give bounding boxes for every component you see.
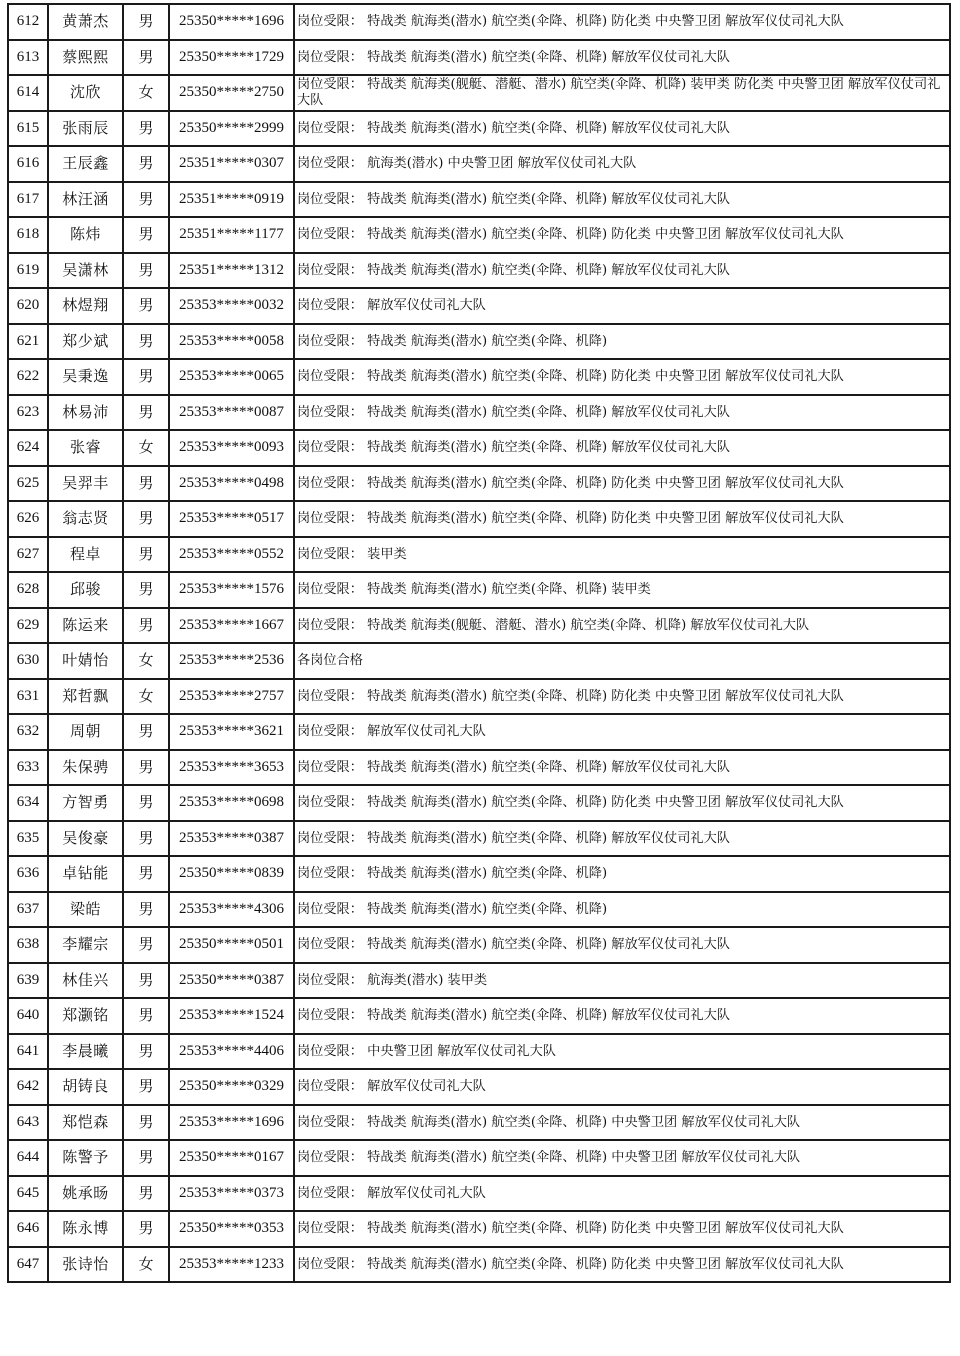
gender-cell: 男 (123, 785, 169, 821)
id-number-cell: 25350*****0839 (169, 856, 294, 892)
gender-cell: 男 (123, 4, 169, 40)
restriction-note-cell: 岗位受限： 特战类 航海类(潜水) 航空类(伞降、机降) 防化类 中央警卫团 解放军仪仗司礼大队 (294, 466, 950, 502)
name-cell: 朱保骋 (48, 750, 123, 786)
name-cell: 陈炜 (48, 217, 123, 253)
id-number-cell: 25353*****0087 (169, 395, 294, 431)
restriction-note-cell: 岗位受限： 解放军仪仗司礼大队 (294, 1176, 950, 1212)
id-number-cell: 25350*****0387 (169, 963, 294, 999)
gender-cell: 男 (123, 40, 169, 76)
row-number-cell: 644 (8, 1140, 48, 1176)
row-number-cell: 643 (8, 1105, 48, 1141)
row-number-cell: 641 (8, 1034, 48, 1070)
id-number-cell: 25350*****0353 (169, 1211, 294, 1247)
name-cell: 吴秉逸 (48, 359, 123, 395)
restriction-note-cell: 岗位受限： 特战类 航海类(潜水) 航空类(伞降、机降) 解放军仪仗司礼大队 (294, 750, 950, 786)
name-cell: 张诗怡 (48, 1247, 123, 1283)
id-number-cell: 25353*****0032 (169, 288, 294, 324)
row-number-cell: 636 (8, 856, 48, 892)
name-cell: 叶婧怡 (48, 643, 123, 679)
results-table (7, 3, 951, 1283)
name-cell: 梁皓 (48, 892, 123, 928)
gender-cell: 男 (123, 821, 169, 857)
gender-cell: 男 (123, 1140, 169, 1176)
table-row (8, 679, 950, 715)
id-number-cell: 25353*****1524 (169, 998, 294, 1034)
gender-cell: 女 (123, 1247, 169, 1283)
restriction-note-cell: 岗位受限： 特战类 航海类(潜水) 航空类(伞降、机降) 中央警卫团 解放军仪仗司礼大队 (294, 1105, 950, 1141)
table-row (8, 395, 950, 431)
restriction-note-cell: 岗位受限： 特战类 航海类(舰艇、潜艇、潜水) 航空类(伞降、机降) 装甲类 防化类 中央警卫团 解放军仪仗司礼大队 (294, 75, 950, 111)
id-number-cell: 25350*****0329 (169, 1069, 294, 1105)
table-row (8, 608, 950, 644)
restriction-note-cell: 岗位受限： 特战类 航海类(潜水) 航空类(伞降、机降) 解放军仪仗司礼大队 (294, 821, 950, 857)
restriction-note-cell: 岗位受限： 特战类 航海类(潜水) 航空类(伞降、机降) (294, 324, 950, 360)
id-number-cell: 25353*****1696 (169, 1105, 294, 1141)
id-number-cell: 25353*****3653 (169, 750, 294, 786)
results-sheet (7, 3, 951, 1283)
row-number-cell: 615 (8, 111, 48, 147)
gender-cell: 男 (123, 466, 169, 502)
row-number-cell: 639 (8, 963, 48, 999)
id-number-cell: 25350*****2750 (169, 75, 294, 111)
restriction-note-cell: 岗位受限： 特战类 航海类(潜水) 航空类(伞降、机降) 防化类 中央警卫团 解放军仪仗司礼大队 (294, 1247, 950, 1283)
gender-cell: 男 (123, 1034, 169, 1070)
name-cell: 黄萧杰 (48, 4, 123, 40)
restriction-note-cell: 岗位受限： 特战类 航海类(潜水) 航空类(伞降、机降) 解放军仪仗司礼大队 (294, 182, 950, 218)
name-cell: 蔡熙熙 (48, 40, 123, 76)
table-row (8, 963, 950, 999)
id-number-cell: 25353*****0058 (169, 324, 294, 360)
row-number-cell: 622 (8, 359, 48, 395)
gender-cell: 男 (123, 537, 169, 573)
row-number-cell: 630 (8, 643, 48, 679)
table-row (8, 821, 950, 857)
gender-cell: 男 (123, 998, 169, 1034)
table-row (8, 75, 950, 111)
id-number-cell: 25350*****1696 (169, 4, 294, 40)
restriction-note-cell: 岗位受限： 特战类 航海类(潜水) 航空类(伞降、机降) 解放军仪仗司礼大队 (294, 111, 950, 147)
name-cell: 胡铸良 (48, 1069, 123, 1105)
name-cell: 张睿 (48, 430, 123, 466)
restriction-note-cell: 岗位受限： 解放军仪仗司礼大队 (294, 1069, 950, 1105)
restriction-note-cell: 岗位受限： 特战类 航海类(潜水) 航空类(伞降、机降) (294, 892, 950, 928)
gender-cell: 男 (123, 253, 169, 289)
gender-cell: 男 (123, 892, 169, 928)
id-number-cell: 25353*****4406 (169, 1034, 294, 1070)
restriction-note-cell: 岗位受限： 特战类 航海类(潜水) 航空类(伞降、机降) 解放军仪仗司礼大队 (294, 430, 950, 466)
name-cell: 吴羿丰 (48, 466, 123, 502)
gender-cell: 男 (123, 1211, 169, 1247)
gender-cell: 女 (123, 643, 169, 679)
table-row (8, 643, 950, 679)
id-number-cell: 25353*****1667 (169, 608, 294, 644)
gender-cell: 女 (123, 430, 169, 466)
id-number-cell: 25350*****0167 (169, 1140, 294, 1176)
gender-cell: 男 (123, 608, 169, 644)
restriction-note-cell: 岗位受限： 特战类 航海类(潜水) 航空类(伞降、机降) 解放军仪仗司礼大队 (294, 927, 950, 963)
restriction-note-cell: 岗位受限： 特战类 航海类(潜水) 航空类(伞降、机降) 中央警卫团 解放军仪仗司礼大队 (294, 1140, 950, 1176)
name-cell: 吴潇林 (48, 253, 123, 289)
gender-cell: 男 (123, 217, 169, 253)
table-row (8, 714, 950, 750)
table-row (8, 892, 950, 928)
gender-cell: 男 (123, 927, 169, 963)
row-number-cell: 645 (8, 1176, 48, 1212)
name-cell: 陈警予 (48, 1140, 123, 1176)
table-row (8, 1211, 950, 1247)
row-number-cell: 621 (8, 324, 48, 360)
gender-cell: 男 (123, 359, 169, 395)
row-number-cell: 614 (8, 75, 48, 111)
name-cell: 林佳兴 (48, 963, 123, 999)
name-cell: 张雨辰 (48, 111, 123, 147)
row-number-cell: 631 (8, 679, 48, 715)
name-cell: 邱骏 (48, 572, 123, 608)
row-number-cell: 637 (8, 892, 48, 928)
gender-cell: 女 (123, 75, 169, 111)
row-number-cell: 629 (8, 608, 48, 644)
restriction-note-cell: 岗位受限： 中央警卫团 解放军仪仗司礼大队 (294, 1034, 950, 1070)
id-number-cell: 25353*****0373 (169, 1176, 294, 1212)
gender-cell: 男 (123, 963, 169, 999)
restriction-note-cell: 岗位受限： 特战类 航海类(潜水) 航空类(伞降、机降) 防化类 中央警卫团 解放军仪仗司礼大队 (294, 501, 950, 537)
table-row (8, 537, 950, 573)
table-row (8, 1176, 950, 1212)
gender-cell: 女 (123, 679, 169, 715)
table-row (8, 466, 950, 502)
gender-cell: 男 (123, 1176, 169, 1212)
row-number-cell: 647 (8, 1247, 48, 1283)
name-cell: 吴俊豪 (48, 821, 123, 857)
gender-cell: 男 (123, 288, 169, 324)
restriction-note-cell: 岗位受限： 装甲类 (294, 537, 950, 573)
table-row (8, 359, 950, 395)
gender-cell: 男 (123, 1069, 169, 1105)
table-row (8, 1140, 950, 1176)
table-row (8, 217, 950, 253)
table-row (8, 1034, 950, 1070)
id-number-cell: 25353*****2536 (169, 643, 294, 679)
gender-cell: 男 (123, 146, 169, 182)
row-number-cell: 613 (8, 40, 48, 76)
gender-cell: 男 (123, 572, 169, 608)
table-row (8, 1247, 950, 1283)
table-row (8, 501, 950, 537)
gender-cell: 男 (123, 1105, 169, 1141)
name-cell: 李晨曦 (48, 1034, 123, 1070)
id-number-cell: 25350*****2999 (169, 111, 294, 147)
id-number-cell: 25353*****0387 (169, 821, 294, 857)
name-cell: 林煜翔 (48, 288, 123, 324)
restriction-note-cell: 岗位受限： 航海类(潜水) 中央警卫团 解放军仪仗司礼大队 (294, 146, 950, 182)
id-number-cell: 25351*****0307 (169, 146, 294, 182)
id-number-cell: 25353*****0517 (169, 501, 294, 537)
restriction-note-cell: 岗位受限： 解放军仪仗司礼大队 (294, 288, 950, 324)
name-cell: 郑灏铭 (48, 998, 123, 1034)
table-row (8, 288, 950, 324)
restriction-note-cell: 岗位受限： 特战类 航海类(潜水) 航空类(伞降、机降) 解放军仪仗司礼大队 (294, 253, 950, 289)
gender-cell: 男 (123, 856, 169, 892)
row-number-cell: 620 (8, 288, 48, 324)
name-cell: 李耀宗 (48, 927, 123, 963)
row-number-cell: 618 (8, 217, 48, 253)
restriction-note-cell: 各岗位合格 (294, 643, 950, 679)
row-number-cell: 634 (8, 785, 48, 821)
restriction-note-cell: 岗位受限： 特战类 航海类(潜水) 航空类(伞降、机降) 解放军仪仗司礼大队 (294, 395, 950, 431)
restriction-note-cell: 岗位受限： 特战类 航海类(潜水) 航空类(伞降、机降) 防化类 中央警卫团 解放军仪仗司礼大队 (294, 679, 950, 715)
row-number-cell: 624 (8, 430, 48, 466)
id-number-cell: 25353*****1576 (169, 572, 294, 608)
row-number-cell: 632 (8, 714, 48, 750)
table-row (8, 1069, 950, 1105)
row-number-cell: 642 (8, 1069, 48, 1105)
id-number-cell: 25353*****3621 (169, 714, 294, 750)
row-number-cell: 617 (8, 182, 48, 218)
name-cell: 王辰鑫 (48, 146, 123, 182)
id-number-cell: 25353*****0552 (169, 537, 294, 573)
id-number-cell: 25350*****0501 (169, 927, 294, 963)
restriction-note-cell: 岗位受限： 特战类 航海类(潜水) 航空类(伞降、机降) 防化类 中央警卫团 解放军仪仗司礼大队 (294, 359, 950, 395)
table-row (8, 324, 950, 360)
table-row (8, 430, 950, 466)
row-number-cell: 646 (8, 1211, 48, 1247)
id-number-cell: 25353*****0498 (169, 466, 294, 502)
table-row (8, 785, 950, 821)
table-row (8, 40, 950, 76)
row-number-cell: 633 (8, 750, 48, 786)
restriction-note-cell: 岗位受限： 特战类 航海类(潜水) 航空类(伞降、机降) (294, 856, 950, 892)
table-row (8, 998, 950, 1034)
table-row (8, 146, 950, 182)
table-row (8, 1105, 950, 1141)
id-number-cell: 25353*****0698 (169, 785, 294, 821)
id-number-cell: 25351*****1312 (169, 253, 294, 289)
id-number-cell: 25350*****1729 (169, 40, 294, 76)
id-number-cell: 25353*****4306 (169, 892, 294, 928)
name-cell: 方智勇 (48, 785, 123, 821)
restriction-note-cell: 岗位受限： 航海类(潜水) 装甲类 (294, 963, 950, 999)
gender-cell: 男 (123, 395, 169, 431)
name-cell: 周朝 (48, 714, 123, 750)
row-number-cell: 616 (8, 146, 48, 182)
table-row (8, 253, 950, 289)
restriction-note-cell: 岗位受限： 特战类 航海类(舰艇、潜艇、潜水) 航空类(伞降、机降) 解放军仪仗司礼大队 (294, 608, 950, 644)
gender-cell: 男 (123, 182, 169, 218)
restriction-note-cell: 岗位受限： 特战类 航海类(潜水) 航空类(伞降、机降) 防化类 中央警卫团 解放军仪仗司礼大队 (294, 1211, 950, 1247)
row-number-cell: 625 (8, 466, 48, 502)
gender-cell: 男 (123, 501, 169, 537)
name-cell: 程卓 (48, 537, 123, 573)
restriction-note-cell: 岗位受限： 解放军仪仗司礼大队 (294, 714, 950, 750)
name-cell: 郑恺森 (48, 1105, 123, 1141)
name-cell: 林汪涵 (48, 182, 123, 218)
restriction-note-cell: 岗位受限： 特战类 航海类(潜水) 航空类(伞降、机降) 防化类 中央警卫团 解放军仪仗司礼大队 (294, 4, 950, 40)
name-cell: 郑少斌 (48, 324, 123, 360)
gender-cell: 男 (123, 111, 169, 147)
row-number-cell: 619 (8, 253, 48, 289)
name-cell: 卓钻能 (48, 856, 123, 892)
id-number-cell: 25353*****0065 (169, 359, 294, 395)
table-row (8, 750, 950, 786)
row-number-cell: 626 (8, 501, 48, 537)
gender-cell: 男 (123, 324, 169, 360)
table-row (8, 927, 950, 963)
table-row (8, 111, 950, 147)
name-cell: 陈运来 (48, 608, 123, 644)
row-number-cell: 638 (8, 927, 48, 963)
row-number-cell: 623 (8, 395, 48, 431)
row-number-cell: 640 (8, 998, 48, 1034)
id-number-cell: 25351*****1177 (169, 217, 294, 253)
name-cell: 郑哲飘 (48, 679, 123, 715)
row-number-cell: 612 (8, 4, 48, 40)
gender-cell: 男 (123, 714, 169, 750)
name-cell: 林易沛 (48, 395, 123, 431)
restriction-note-cell: 岗位受限： 特战类 航海类(潜水) 航空类(伞降、机降) 防化类 中央警卫团 解放军仪仗司礼大队 (294, 785, 950, 821)
row-number-cell: 635 (8, 821, 48, 857)
restriction-note-cell: 岗位受限： 特战类 航海类(潜水) 航空类(伞降、机降) 装甲类 (294, 572, 950, 608)
name-cell: 陈永博 (48, 1211, 123, 1247)
name-cell: 沈欣 (48, 75, 123, 111)
table-row (8, 182, 950, 218)
id-number-cell: 25353*****2757 (169, 679, 294, 715)
table-row (8, 4, 950, 40)
restriction-note-cell: 岗位受限： 特战类 航海类(潜水) 航空类(伞降、机降) 防化类 中央警卫团 解放军仪仗司礼大队 (294, 217, 950, 253)
id-number-cell: 25351*****0919 (169, 182, 294, 218)
name-cell: 翁志贤 (48, 501, 123, 537)
row-number-cell: 627 (8, 537, 48, 573)
table-row (8, 572, 950, 608)
id-number-cell: 25353*****0093 (169, 430, 294, 466)
row-number-cell: 628 (8, 572, 48, 608)
restriction-note-cell: 岗位受限： 特战类 航海类(潜水) 航空类(伞降、机降) 解放军仪仗司礼大队 (294, 998, 950, 1034)
restriction-note-cell: 岗位受限： 特战类 航海类(潜水) 航空类(伞降、机降) 解放军仪仗司礼大队 (294, 40, 950, 76)
id-number-cell: 25353*****1233 (169, 1247, 294, 1283)
gender-cell: 男 (123, 750, 169, 786)
table-row (8, 856, 950, 892)
name-cell: 姚承旸 (48, 1176, 123, 1212)
results-table-body (8, 4, 950, 1282)
